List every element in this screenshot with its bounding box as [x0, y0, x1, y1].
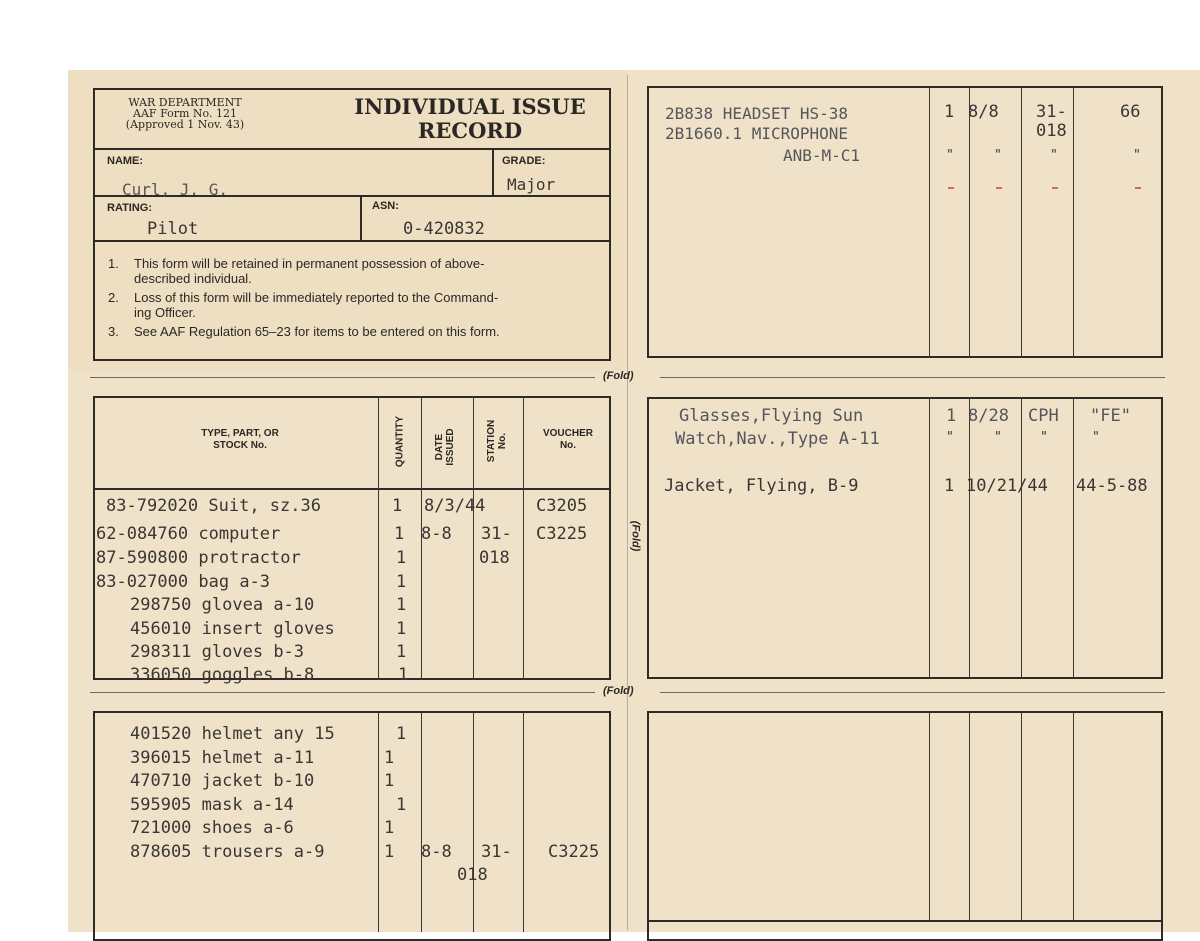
- col-sep-station: [1021, 86, 1022, 358]
- row-station-cont: 018: [457, 865, 488, 885]
- right-top-line-3: ANB-M-C1: [783, 146, 861, 165]
- name-value: Curl, J. G.: [122, 180, 228, 199]
- asn-label: ASN:: [372, 200, 399, 212]
- instruction-text: This form will be retained in permanent possession of above- described individual.: [134, 256, 485, 286]
- right-mid-qty-3: 1: [944, 476, 955, 496]
- right-mid-voucher-3: 44-5-88: [1076, 476, 1148, 496]
- dept-line-2: AAF Form No. 121: [133, 107, 237, 120]
- table-row: 456010 insert gloves: [130, 619, 335, 639]
- instruction-3: [108, 324, 608, 339]
- col-sep-voucher: [1073, 397, 1074, 679]
- instruction-2: [108, 290, 608, 320]
- right-mid-voucher: "FE": [1090, 406, 1131, 426]
- row-qty: 1: [384, 748, 395, 768]
- fold-label-bottom: (Fold): [603, 685, 634, 697]
- table-row: 595905 mask a-14: [130, 795, 294, 815]
- row-qty: 1: [396, 642, 407, 662]
- row-station: 018: [479, 548, 510, 568]
- table-row: 298750 glovea a-10: [130, 595, 315, 615]
- table-row: 298311 gloves b-3: [130, 642, 305, 662]
- instruction-number: 1.: [108, 256, 119, 271]
- form-title: [330, 95, 610, 143]
- right-mid-date-3: 10/21/44: [966, 476, 1048, 496]
- title-line-2: RECORD: [417, 118, 523, 143]
- row-qty: 1: [392, 496, 403, 516]
- instruction-text: See AAF Regulation 65–23 for items to be entered on this form.: [134, 324, 500, 339]
- col-sep-qty: [929, 711, 930, 921]
- grade-label: GRADE:: [502, 155, 546, 167]
- red-dash: [996, 187, 1002, 189]
- header-divider: [93, 148, 611, 150]
- right-mid-line-2: Watch,Nav.,Type A-11: [675, 429, 880, 449]
- right-mid-station: CPH: [1028, 406, 1059, 426]
- row-qty: 1: [396, 619, 407, 639]
- table-row: 396015 helmet a-11: [130, 748, 315, 768]
- row-qty: 1: [396, 595, 407, 615]
- fold-label-top: (Fold): [603, 370, 634, 382]
- col-sep-date: [969, 711, 970, 921]
- row-date: 8/3/44: [424, 496, 486, 516]
- fold-line-bottom-right: [660, 692, 1165, 693]
- department-block: [110, 97, 260, 130]
- col-sep-qty: [929, 86, 930, 358]
- row-qty: 1: [396, 572, 407, 592]
- ditto-mark: ": [946, 430, 954, 445]
- fold-line-bottom-left: [90, 692, 595, 693]
- table-row: 470710 jacket b-10: [130, 771, 315, 791]
- instructions-list: [108, 256, 608, 339]
- col-sep-qty: [929, 397, 930, 679]
- instruction-text: Loss of this form will be immediately reported to the Command- ing Officer.: [134, 290, 499, 320]
- right-top-voucher: 66: [1120, 102, 1141, 122]
- table-row: 721000 shoes a-6: [130, 818, 294, 838]
- col-sep-date: [969, 86, 970, 358]
- ditto-mark: ": [1133, 148, 1141, 163]
- right-top-station: 31-: [1036, 102, 1067, 122]
- ditto-mark: ": [1092, 430, 1100, 445]
- right-top-line-2: 2B1660.1 MICROPHONE: [665, 124, 849, 143]
- row-voucher: C3225: [536, 524, 588, 544]
- col-sep-voucher: [523, 711, 524, 932]
- ditto-mark: ": [994, 148, 1002, 163]
- table-row: 336050 goggles b-8: [130, 665, 315, 685]
- row-qty: 1: [396, 795, 407, 815]
- name-label: NAME:: [107, 155, 144, 167]
- row-qty: 1: [398, 665, 409, 685]
- right-table-bottom: [647, 711, 1163, 941]
- fold-line-top-right: [660, 377, 1165, 378]
- row-qty: 1: [384, 842, 395, 862]
- ditto-mark: ": [994, 430, 1002, 445]
- grade-value: Major: [507, 175, 556, 194]
- instruction-number: 2.: [108, 290, 119, 305]
- col-sep-date: [421, 711, 422, 932]
- row-station: 31-: [481, 524, 512, 544]
- col-header-quantity: QUANTITY: [394, 415, 406, 468]
- col-header-voucher: VOUCHER No.: [542, 428, 593, 451]
- col-header-type: TYPE, PART, OR STOCK No.: [201, 428, 279, 451]
- right-top-station-cont: 018: [1036, 121, 1067, 141]
- row-qty: 1: [384, 771, 395, 791]
- col-sep-station: [1021, 397, 1022, 679]
- row-date: 8-8: [421, 842, 452, 862]
- table-row: 401520 helmet any 15: [130, 724, 335, 744]
- col-sep-voucher: [1073, 86, 1074, 358]
- ditto-mark: ": [946, 148, 954, 163]
- right-top-qty: 1: [944, 102, 955, 122]
- right-mid-line-1: Glasses,Flying Sun: [679, 406, 864, 426]
- row-voucher: C3205: [536, 496, 588, 516]
- right-mid-date: 8/28: [968, 406, 1009, 426]
- col-sep-date: [969, 397, 970, 679]
- fold-label-vertical: (Fold): [629, 520, 642, 552]
- asn-value: 0-420832: [403, 219, 485, 239]
- row-qty: 1: [384, 818, 395, 838]
- col-sep-qty: [378, 396, 379, 680]
- row-station: 31-: [481, 842, 512, 862]
- instruction-number: 3.: [108, 324, 119, 339]
- row-voucher: C3225: [548, 842, 600, 862]
- column-header-divider: [93, 488, 611, 490]
- table-row: 83-027000 bag a-3: [96, 572, 271, 592]
- table-row: 87-590800 protractor: [96, 548, 301, 568]
- bottom-row-divider: [647, 920, 1163, 922]
- col-sep-station: [473, 711, 474, 932]
- row-date: 8-8: [421, 524, 452, 544]
- col-sep-station: [473, 396, 474, 680]
- title-line-1: INDIVIDUAL ISSUE: [354, 94, 586, 119]
- red-dash: [1052, 187, 1058, 189]
- table-row: 83-792020 Suit, sz.36: [106, 496, 321, 516]
- ditto-mark: ": [1050, 148, 1058, 163]
- right-top-line-1: 2B838 HEADSET HS-38: [665, 104, 849, 123]
- col-header-date: DATE ISSUED: [434, 428, 456, 466]
- right-top-date: 8/8: [968, 102, 999, 122]
- col-sep-station: [1021, 711, 1022, 921]
- right-mid-qty: 1: [946, 406, 957, 426]
- col-header-station: STATION No.: [486, 419, 508, 463]
- rating-divider: [93, 240, 611, 242]
- table-row: 878605 trousers a-9: [130, 842, 325, 862]
- grade-separator: [492, 148, 494, 195]
- ditto-mark: ": [1040, 430, 1048, 445]
- center-fold-crease: [627, 75, 628, 930]
- rating-value: Pilot: [147, 219, 199, 239]
- row-qty: 1: [394, 524, 405, 544]
- fold-line-top-left: [90, 377, 595, 378]
- row-qty: 1: [396, 548, 407, 568]
- dept-line-3: (Approved 1 Nov. 43): [125, 118, 245, 131]
- red-dash: [948, 187, 954, 189]
- instruction-1: [108, 256, 608, 286]
- right-mid-line-3: Jacket, Flying, B-9: [664, 476, 859, 496]
- red-dash: [1135, 187, 1141, 189]
- asn-separator: [360, 195, 362, 240]
- row-qty: 1: [396, 724, 407, 744]
- col-sep-voucher: [1073, 711, 1074, 921]
- col-sep-voucher: [523, 396, 524, 680]
- dept-line-1: WAR DEPARTMENT: [128, 96, 242, 109]
- table-row: 62-084760 computer: [96, 524, 281, 544]
- rating-label: RATING:: [107, 202, 153, 214]
- col-sep-qty: [378, 711, 379, 932]
